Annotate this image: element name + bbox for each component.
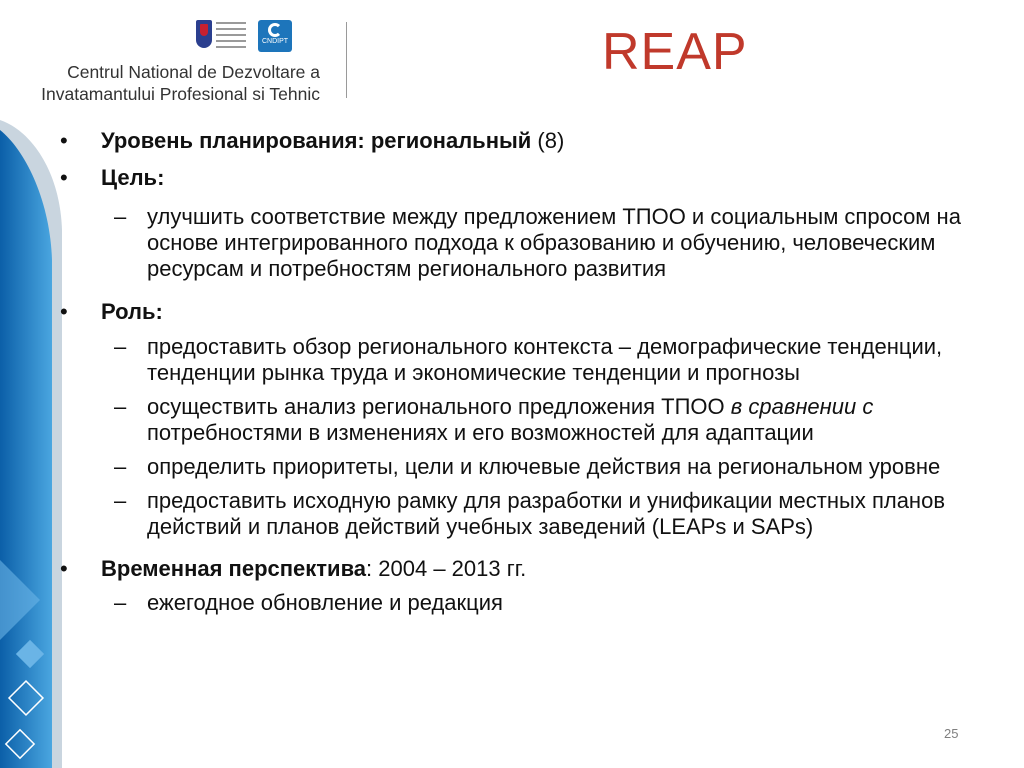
sub-bullet-role-3 xyxy=(60,454,990,480)
bullet-text: : 2004 – 2013 гг. xyxy=(366,556,527,581)
sub-bullet-text: определить приоритеты, цели и ключевые действия на региональном уровне xyxy=(147,454,941,479)
cndipt-label: CNDIPT xyxy=(261,38,289,45)
sub-bullet-text: ежегодное обновление и редакция xyxy=(147,590,503,615)
dash-icon: – xyxy=(114,454,127,479)
slide-title: REAP xyxy=(602,23,748,81)
sub-bullet-role-4 xyxy=(60,488,990,540)
sub-bullet-text: предоставить исходную рамку для разработки и унификации местных планов действий и планов действий учебных заведений (LEAPs и SAPs) xyxy=(147,488,946,539)
bullet-goal xyxy=(60,165,990,191)
dash-icon: – xyxy=(114,590,127,615)
bullet-text: (8) xyxy=(531,128,565,153)
sub-bullet-text: осуществить анализ регионального предложения ТПОО xyxy=(147,394,731,419)
sub-bullet-goal xyxy=(60,204,990,282)
bullet-icon: • xyxy=(60,128,68,153)
bullet-role xyxy=(60,299,990,325)
dash-icon: – xyxy=(114,394,127,419)
page-number: 25 xyxy=(944,726,959,741)
cndipt-icon xyxy=(268,23,282,37)
sub-bullet-text: улучшить соответствие между предложением ТПОО и социальным спросом на основе интегрированного подхода к образованию и обучению, человеческим ресурсам и потребностям регионального развития xyxy=(147,204,961,281)
sub-bullet-role-2 xyxy=(60,394,990,446)
ministry-text-lines xyxy=(216,22,246,50)
header-divider xyxy=(346,22,347,98)
sub-bullet-role-1 xyxy=(60,334,990,386)
dash-icon: – xyxy=(114,334,127,359)
sub-bullet-italic-text: в сравнении с xyxy=(730,394,874,419)
sub-bullet-time-1 xyxy=(60,590,990,616)
cndipt-logo xyxy=(258,20,292,52)
slide-content xyxy=(60,128,990,616)
ministry-logo xyxy=(196,20,250,52)
organization-name xyxy=(20,61,320,105)
crest-icon xyxy=(196,20,212,48)
sub-bullet-text: потребностями в изменениях и его возможностей для адаптации xyxy=(147,420,814,445)
bullet-icon: • xyxy=(60,299,68,324)
bullet-icon: • xyxy=(60,556,68,581)
bullet-planning-level xyxy=(60,128,990,154)
bullet-bold-text: Роль: xyxy=(101,299,163,324)
bullet-bold-text: Цель: xyxy=(101,165,165,190)
dash-icon: – xyxy=(114,204,127,229)
bullet-bold-text: Временная перспектива xyxy=(101,556,367,581)
dash-icon: – xyxy=(114,488,127,513)
org-name-line2: Invatamantului Profesional si Tehnic xyxy=(41,84,320,104)
bullet-bold-text: Уровень планирования: региональный xyxy=(101,128,532,153)
bullet-time-perspective xyxy=(60,556,990,582)
sub-bullet-text: предоставить обзор регионального контекста – демографические тенденции, тенденции рынка труда и экономические тенденции и прогнозы xyxy=(147,334,943,385)
org-name-line1: Centrul National de Dezvoltare a xyxy=(67,62,320,82)
bullet-icon: • xyxy=(60,165,68,190)
